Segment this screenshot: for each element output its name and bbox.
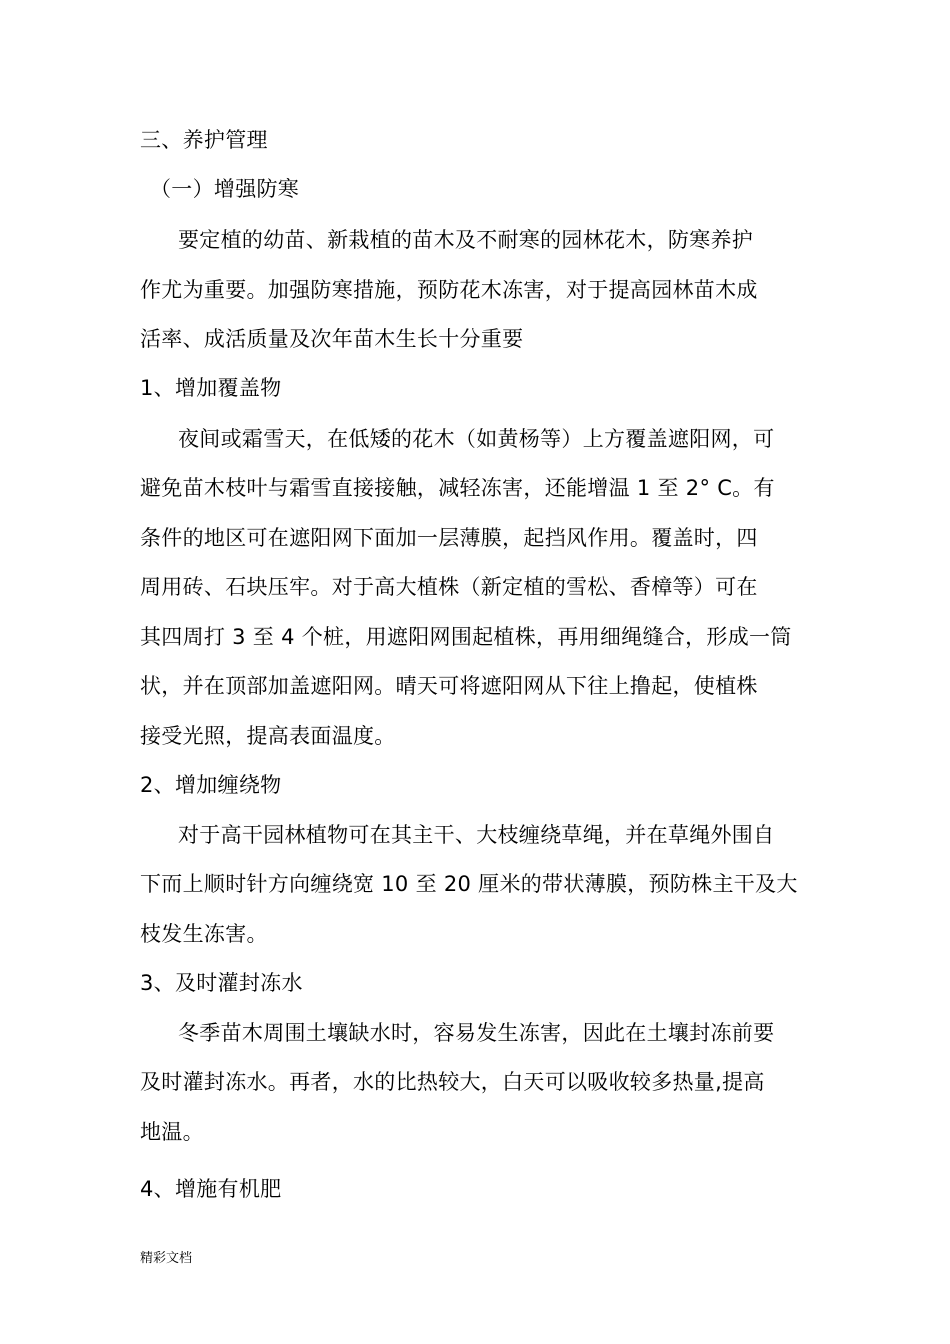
item-3-line-3: 地温。 — [140, 1120, 204, 1144]
item-1-heading: 1、增加覆盖物 — [140, 376, 282, 400]
section-title: 三、养护管理 — [140, 128, 268, 152]
item-2-line-3: 枝发生冻害。 — [140, 922, 268, 946]
item-2-line-1: 对于高干园林植物可在其主干、大枝缠绕草绳，并在草绳外围自 — [178, 823, 775, 847]
item-3-line-2: 及时灌封冻水。再者，水的比热较大，白天可以吸收较多热量,提高 — [140, 1070, 765, 1094]
intro-line-3: 活率、成活质量及次年苗木生长十分重要 — [140, 327, 524, 351]
item-1-line-6: 状，并在顶部加盖遮阳网。晴天可将遮阳网从下往上撸起，使植株 — [140, 674, 758, 698]
intro-line-2: 作尤为重要。加强防寒措施，预防花木冻害，对于提高园林苗木成 — [140, 278, 758, 302]
item-3-line-1: 冬季苗木周围土壤缺水时，容易发生冻害，因此在土壤封冻前要 — [178, 1021, 775, 1045]
page-footer: 精彩文档 — [140, 1251, 193, 1266]
item-2-line-2: 下而上顺时针方向缠绕宽 10 至 20 厘米的带状薄膜，预防株主干及大 — [140, 872, 798, 896]
item-1-line-3: 条件的地区可在遮阳网下面加一层薄膜，起挡风作用。覆盖时，四 — [140, 526, 758, 550]
item-2-heading: 2、增加缠绕物 — [140, 773, 282, 797]
item-3-heading: 3、及时灌封冻水 — [140, 971, 303, 995]
item-4-heading: 4、增施有机肥 — [140, 1177, 282, 1201]
item-1-line-2: 避免苗木枝叶与霜雪直接接触，减轻冻害，还能增温 1 至 2° C。有 — [140, 476, 775, 500]
item-1-line-5: 其四周打 3 至 4 个桩，用遮阳网围起植株，再用细绳缝合，形成一筒 — [140, 625, 792, 649]
intro-line-1: 要定植的幼苗、新栽植的苗木及不耐寒的园林花木，防寒养护 — [178, 228, 754, 252]
item-1-line-1: 夜间或霜雪天，在低矮的花木（如黄杨等）上方覆盖遮阳网，可 — [178, 427, 775, 451]
item-1-line-7: 接受光照，提高表面温度。 — [140, 724, 396, 748]
item-1-line-4: 周用砖、石块压牢。对于高大植株（新定植的雪松、香樟等）可在 — [140, 575, 758, 599]
subsection-title: （一）增强防寒 — [150, 177, 300, 201]
